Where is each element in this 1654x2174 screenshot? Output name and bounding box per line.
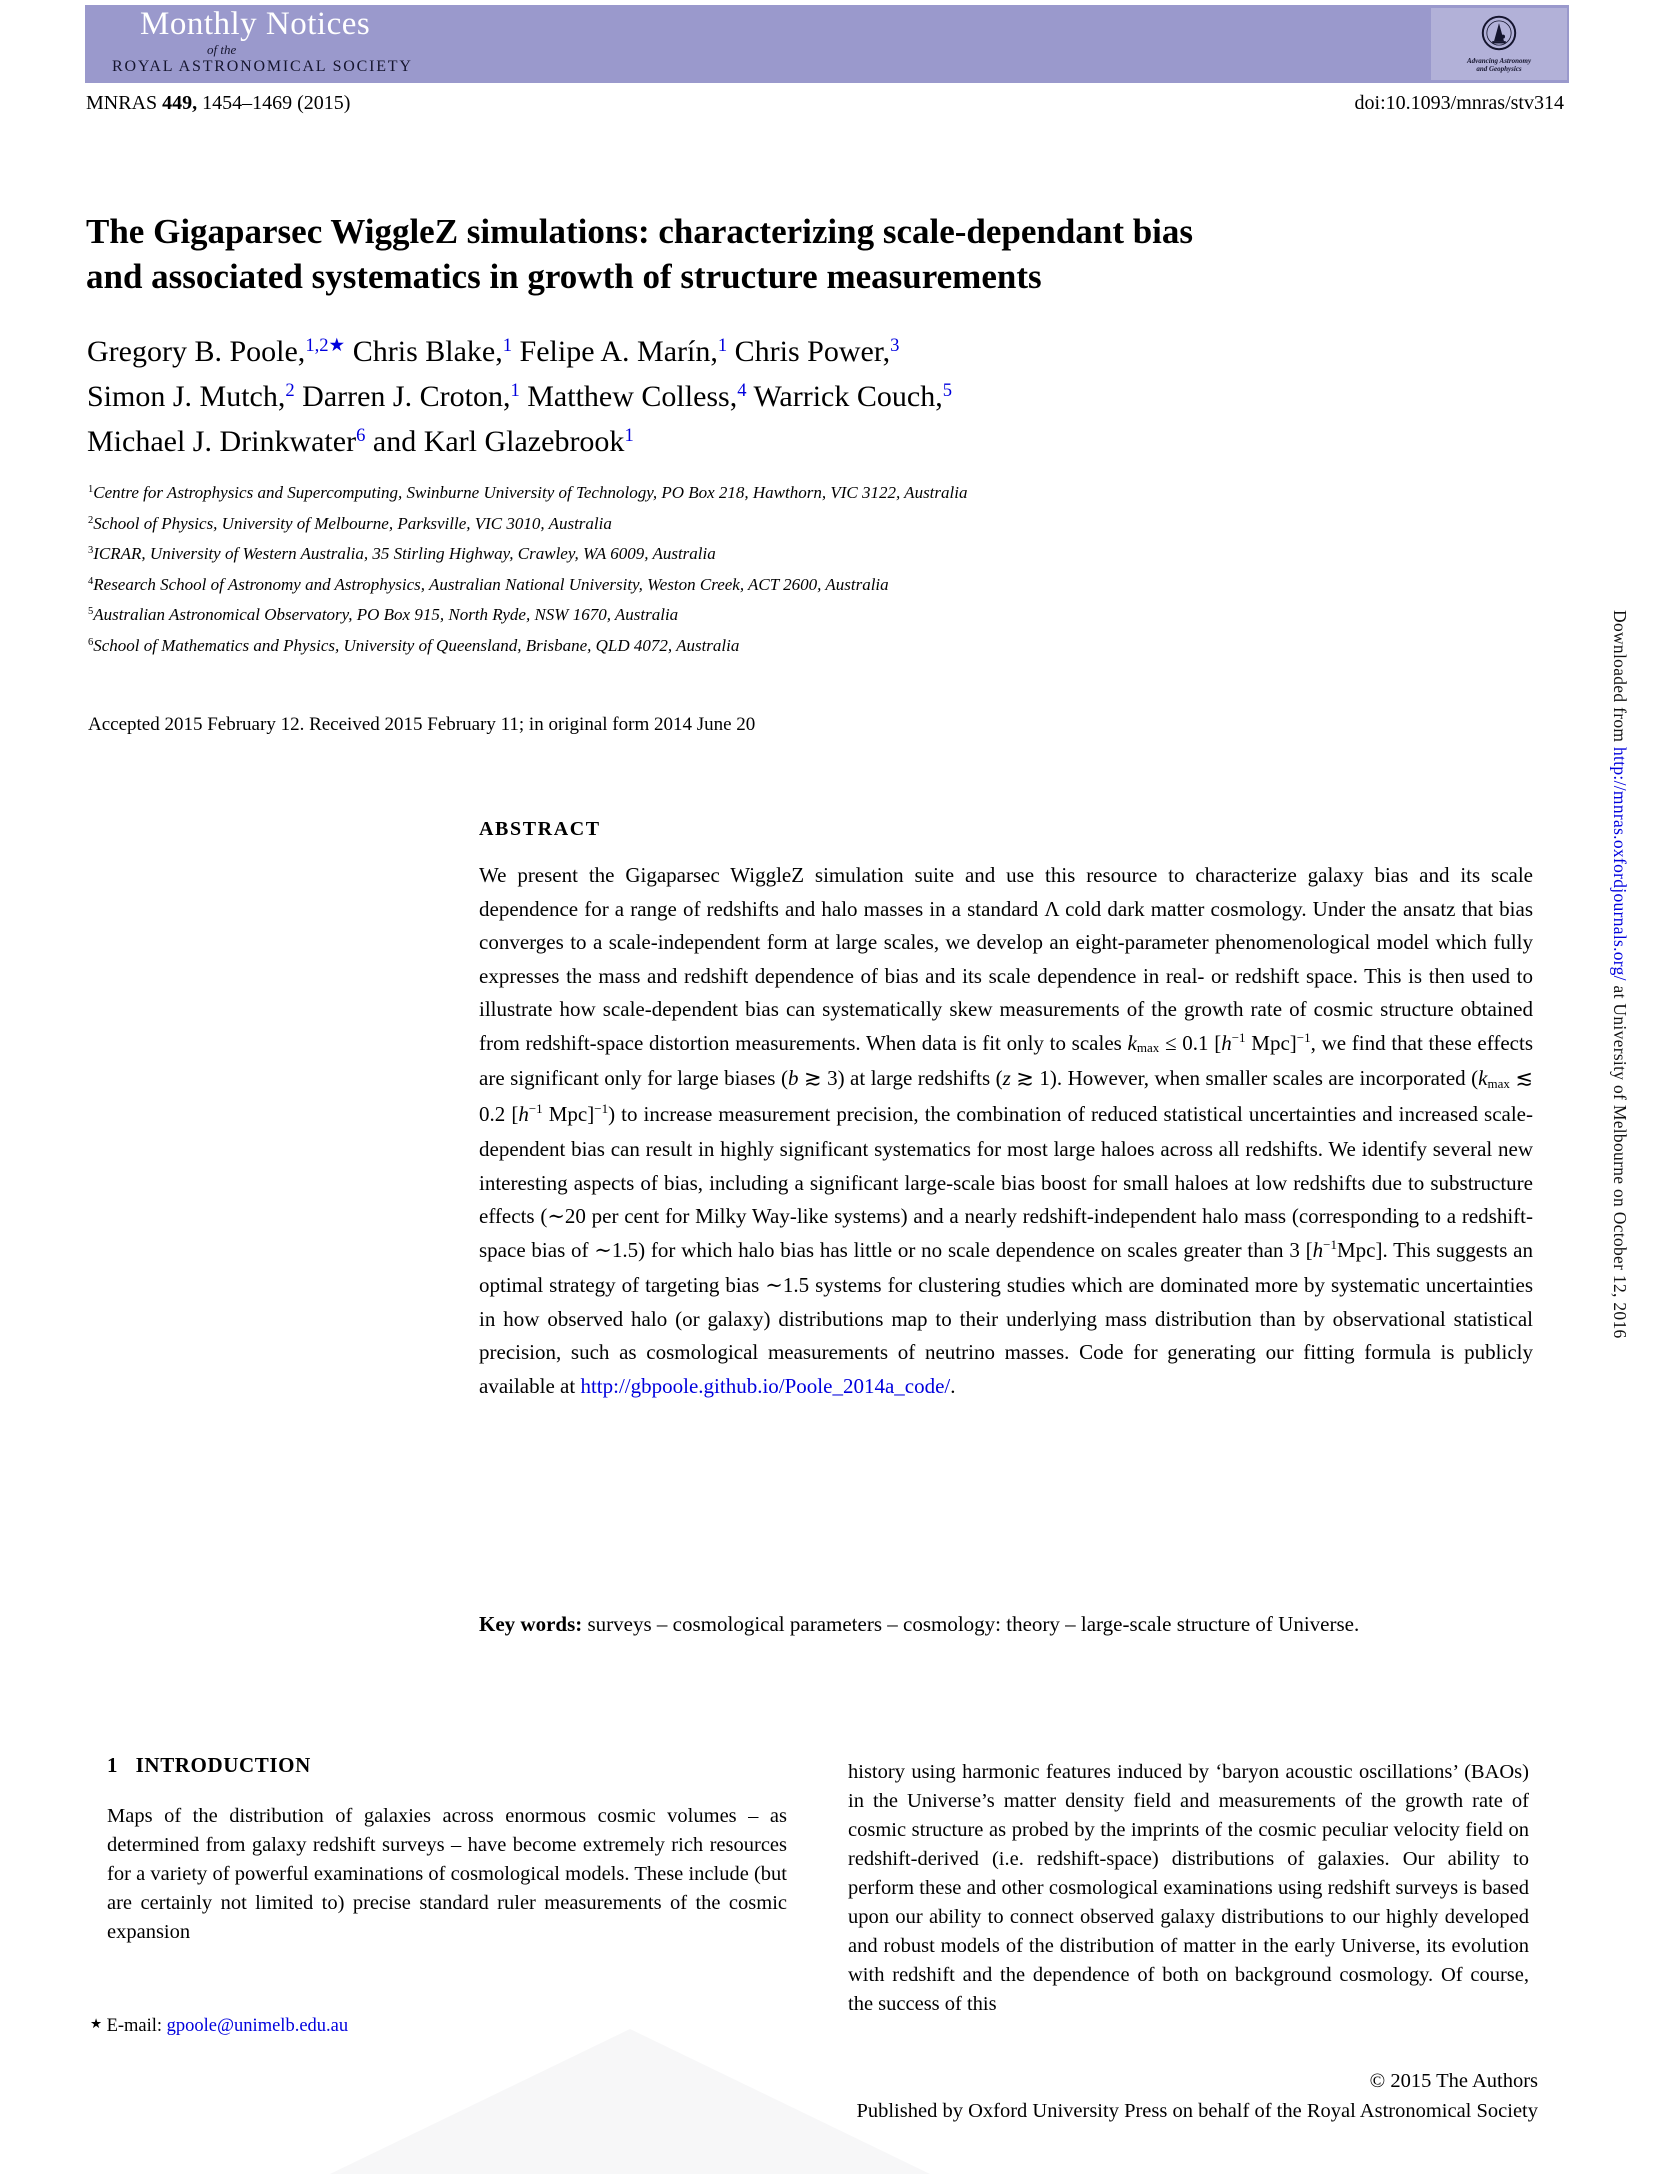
- text-segment: 1454–1469 (2015): [197, 92, 351, 114]
- text-segment: 2: [88, 514, 94, 526]
- left-column: [107, 1742, 787, 1968]
- text-segment: max: [1136, 1040, 1160, 1056]
- text-segment: 4: [737, 379, 747, 401]
- intro-paragraph-right: history using harmonic features induced by ‘baryon acoustic oscillations’ (BAOs) in the Universe’s matter density field and measurements of the growth rate of cosmic structure as probed by the imprints of the cosmic peculiar velocity field on redshift-derived (i.e. redshift-space) distributions of galaxies. Our ability to perform these and other cosmological examinations using redshift surveys is based upon our ability to connect observed galaxy distributions to our highly developed and robust models of the distribution of matter in the early Universe, its evolution with redshift and the dependence of both on background cosmology. Of course, the success of this: [848, 1760, 1529, 2015]
- text-segment: Mpc]: [1245, 1030, 1297, 1055]
- right-column: [848, 1737, 1529, 2039]
- inline-link[interactable]: http://gbpoole.github.io/Poole_2014a_code/: [580, 1373, 951, 1398]
- text-segment: Research School of Astronomy and Astrophysics, Australian National University, Weston Creek, ACT 2600, Australia: [93, 574, 889, 594]
- keywords: [479, 1607, 1533, 1642]
- text-segment: 2: [285, 379, 295, 401]
- text-segment: ) to increase measurement precision, the combination of reduced statistical uncertainties and increased scale-dependent bias can result in highly significant systematics for most large haloes across all redshifts. We identify several new interesting aspects of bias, including a significant large-scale bias boost for small haloes at low redshifts due to substructure effects (∼20 per cent for Milky Way-like systems) and a nearly redshift-independent halo mass (corresponding to a redshift-space bias of ∼1.5) for which halo bias has little or no scale dependence on scales greater than 3 [: [479, 1101, 1533, 1262]
- text-segment: z: [1002, 1066, 1011, 1090]
- text-segment: Simon J. Mutch,: [87, 380, 286, 413]
- text-segment: School of Mathematics and Physics, University of Queensland, Brisbane, QLD 4072, Australia: [93, 635, 740, 655]
- logo-caption: Advancing Astronomy and Geophysics: [1466, 56, 1532, 73]
- text-segment: at University of Melbourne on October 12, 2016: [1610, 980, 1630, 1339]
- text-segment: Felipe A. Marín,: [512, 335, 718, 368]
- publisher-footer: [856, 2066, 1538, 2126]
- affiliation: [88, 510, 1528, 541]
- doi: doi:10.1093/mnras/stv314: [1354, 92, 1564, 114]
- text-segment: −1: [1323, 1237, 1337, 1253]
- author-line: [87, 331, 1507, 376]
- text-segment: Chris Power,: [727, 335, 891, 368]
- text-segment: Centre for Astrophysics and Supercomputing, Swinburne University of Technology, PO Box 218, Hawthorn, VIC 3122, Australia: [93, 483, 968, 502]
- affiliation: [88, 540, 1528, 571]
- text-segment: ≤ 0.1 [: [1159, 1030, 1222, 1055]
- text-segment: b: [787, 1066, 799, 1090]
- ras-logo: [1431, 8, 1567, 80]
- download-provenance-sidebar: [1609, 610, 1630, 1339]
- text-segment: ≲ 0.2 [: [479, 1066, 1533, 1126]
- affiliation: [88, 571, 1528, 602]
- text-segment: Gregory B. Poole,: [87, 335, 306, 368]
- text-segment: Downloaded from: [1610, 610, 1630, 747]
- text-segment: 1: [88, 484, 94, 496]
- text-segment: Australian Astronomical Observatory, PO Box 915, North Ryde, NSW 1670, Australia: [93, 605, 679, 624]
- inline-link[interactable]: http://mnras.oxfordjournals.org/: [1610, 747, 1630, 981]
- text-segment: We present the Gigaparsec WiggleZ simulation suite and use this resource to characterize galaxy bias and its scale dependence for a range of redshifts and halo masses in a standard Λ cold dark matter cosmology. Under the ansatz that bias converges to a scale-independent form at large scales, we develop an eight-parameter phenomenological model which fully expresses the mass and redshift dependence of bias and its scale dependence in real- or redshift space. This is then used to illustrate how scale-dependent bias can systematically skew measurements of the growth rate of cosmic structure obtained from redshift-space distortion measurements. When data is fit only to scales: [479, 863, 1533, 1055]
- text-segment: h: [518, 1101, 529, 1126]
- abstract-text: [479, 859, 1533, 1403]
- text-segment: E-mail:: [101, 2016, 167, 2036]
- received-accepted-dates: Accepted 2015 February 12. Received 2015 February 11; in original form 2014 June 20: [88, 714, 756, 735]
- text-segment: 1,2★: [305, 334, 346, 356]
- text-segment: 5: [88, 606, 94, 618]
- text-segment: 4: [88, 575, 94, 587]
- text-segment: Warrick Couch,: [746, 380, 943, 413]
- author-line: [87, 421, 1507, 466]
- text-segment: 449,: [162, 92, 198, 114]
- journal-citation: [86, 92, 350, 115]
- ras-seal-icon: [1481, 15, 1517, 56]
- text-segment: max: [1487, 1075, 1510, 1091]
- text-segment: surveys – cosmological parameters – cosmology: theory – large-scale structure of Universe.: [582, 1612, 1360, 1636]
- text-segment: ≳ 3) at large redshifts (: [798, 1066, 1003, 1090]
- text-segment: Chris Blake,: [345, 335, 503, 368]
- text-segment: ★: [90, 2016, 102, 2032]
- text-segment: h: [1221, 1030, 1232, 1055]
- email-footnote: [90, 2016, 348, 2037]
- text-segment: MNRAS: [86, 92, 163, 114]
- text-segment: ≳ 1). However, when smaller scales are incorporated (: [1010, 1066, 1479, 1090]
- text-segment: 6: [356, 424, 366, 446]
- text-segment: k: [1478, 1066, 1488, 1090]
- text-segment: 3: [890, 334, 900, 356]
- citation-row: [86, 92, 1564, 115]
- copyright-line: © 2015 The Authors: [1369, 2070, 1538, 2092]
- text-segment: , we find that these effects are significant only for large biases (: [479, 1030, 1533, 1090]
- text-segment: −1: [1296, 1030, 1311, 1046]
- article-title: The Gigaparsec WiggleZ simulations: characterizing scale-dependant bias and associated systematics in growth of structure measurements: [86, 212, 1194, 297]
- journal-banner: [85, 5, 1569, 83]
- text-segment: Matthew Colless,: [519, 380, 738, 413]
- text-segment: Darren J. Croton,: [294, 380, 511, 413]
- affiliation: [88, 632, 1528, 663]
- text-segment: 1: [502, 334, 513, 356]
- text-segment: .: [950, 1373, 956, 1398]
- text-segment: 5: [942, 379, 952, 401]
- society-name: ROYAL ASTRONOMICAL SOCIETY: [112, 58, 413, 75]
- affiliation: [88, 479, 1528, 510]
- text-segment: Key words:: [479, 1612, 583, 1636]
- text-segment: −1: [594, 1101, 609, 1117]
- text-segment: Mpc]: [542, 1101, 595, 1126]
- affiliation-list: [88, 479, 1528, 662]
- text-segment: 1: [624, 424, 634, 446]
- scan-watermark: [330, 2029, 930, 2174]
- journal-subtitle: of the: [207, 42, 237, 57]
- text-segment: h: [1312, 1237, 1324, 1262]
- text-segment: ICRAR, University of Western Australia, 35 Stirling Highway, Crawley, WA 6009, Australia: [93, 544, 716, 563]
- text-segment: −1: [1231, 1030, 1246, 1046]
- abstract-heading: ABSTRACT: [479, 817, 601, 840]
- text-segment: 6: [88, 636, 94, 648]
- author-list: [87, 331, 1507, 466]
- text-segment: School of Physics, University of Melbourne, Parksville, VIC 3010, Australia: [93, 513, 612, 533]
- text-segment: and Karl Glazebrook: [365, 425, 625, 458]
- intro-paragraph-left: Maps of the distribution of galaxies across enormous cosmic volumes – as determined from galaxy redshift surveys – have become extremely rich resources for a variety of powerful examinations of cosmological models. These include (but are certainly not limited to) precise standard ruler measurements of the cosmic expansion: [107, 1805, 787, 1943]
- affiliation: [88, 601, 1528, 632]
- text-segment: 3: [88, 545, 94, 557]
- text-segment: Michael J. Drinkwater: [87, 425, 357, 458]
- publisher-line: Published by Oxford University Press on behalf of the Royal Astronomical Society: [856, 2100, 1538, 2122]
- journal-title: Monthly Notices: [140, 6, 371, 42]
- text-segment: 1: [510, 379, 520, 401]
- text-segment: −1: [528, 1101, 543, 1117]
- text-segment: Mpc]. This suggests an optimal strategy of targeting bias ∼1.5 systems for clustering studies which are dominated more by systematic uncertainties in how observed halo (or galaxy) distributions map to their underlying mass distribution than by observational statistical precision, such as cosmological measurements of neutrino masses. Code for generating our fitting formula is publicly available at: [479, 1237, 1534, 1398]
- author-line: [87, 376, 1507, 421]
- text-segment: k: [1127, 1030, 1137, 1055]
- text-segment: 1: [717, 334, 728, 356]
- section-1-heading: 1 INTRODUCTION: [107, 1753, 311, 1777]
- inline-link[interactable]: gpoole@unimelb.edu.au: [166, 2016, 349, 2036]
